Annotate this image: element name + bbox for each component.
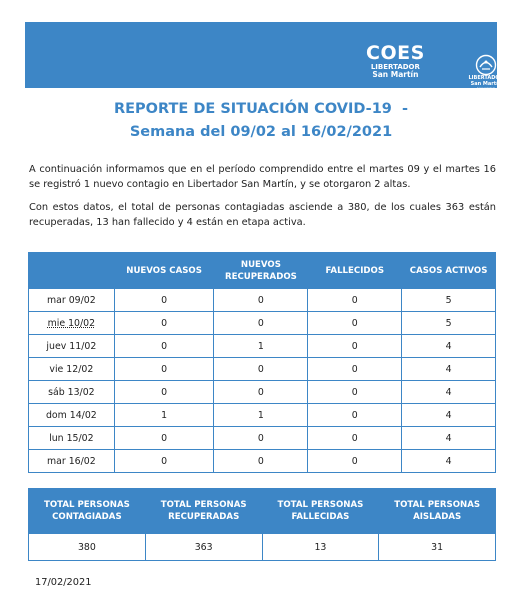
- recuperados-cell: 0: [214, 427, 308, 450]
- municipio-logo: [466, 54, 506, 91]
- municipio-emblem-icon: [475, 54, 497, 76]
- header-casos-activos: CASOS ACTIVOS: [402, 253, 496, 289]
- report-title-line-1: REPORTE DE SITUACIÓN COVID-19 -: [113, 101, 408, 117]
- header-date: [29, 253, 115, 289]
- activos-cell: 4: [402, 450, 496, 473]
- nuevos-casos-cell: 0: [114, 312, 214, 335]
- fallecidos-cell: 0: [308, 381, 402, 404]
- report-date: 17/02/2021: [35, 577, 92, 588]
- coes-logo-subtitle-2: San Martín: [372, 70, 419, 79]
- fallecidos-cell: 0: [308, 358, 402, 381]
- date-cell: sáb 13/02: [29, 381, 115, 404]
- recuperados-cell: 1: [214, 335, 308, 358]
- header-total-contagiadas: TOTAL PERSONAS CONTAGIADAS: [29, 489, 146, 534]
- intro-paragraph: A continuación informamos que en el período comprendido entre el martes 09 y el martes 16 se registró 1 nuevo contagio en Libertador San Martín, y se otorgaron 2 altas.: [29, 164, 496, 190]
- recuperados-cell: 0: [214, 289, 308, 312]
- report-title-line-2: Semana del 09/02 al 16/02/2021: [129, 124, 393, 140]
- header-total-aisladas: TOTAL PERSONAS AISLADAS: [379, 489, 496, 534]
- table-row: [29, 289, 496, 312]
- date-cell: mar 09/02: [29, 289, 115, 312]
- coes-logo: [366, 44, 425, 79]
- totals-table: [28, 488, 496, 561]
- recuperados-cell: 0: [214, 312, 308, 335]
- recuperados-cell: 0: [214, 450, 308, 473]
- date-cell: lun 15/02: [29, 427, 115, 450]
- fallecidos-cell: 0: [308, 335, 402, 358]
- nuevos-casos-cell: 0: [114, 427, 214, 450]
- header-fallecidos: FALLECIDOS: [308, 253, 402, 289]
- nuevos-casos-cell: 0: [114, 450, 214, 473]
- daily-table-header-row: [29, 253, 496, 289]
- table-row: [29, 450, 496, 473]
- table-row: [29, 404, 496, 427]
- municipio-logo-line-3: MUNICIPIO: [476, 87, 496, 91]
- header-nuevos-casos: NUEVOS CASOS: [114, 253, 214, 289]
- total-recuperadas-value: 363: [145, 534, 262, 561]
- table-row: [29, 381, 496, 404]
- table-row: [29, 335, 496, 358]
- activos-cell: 4: [402, 358, 496, 381]
- header-banner: [25, 22, 504, 91]
- header-total-recuperadas: TOTAL PERSONAS RECUPERADAS: [145, 489, 262, 534]
- activos-cell: 5: [402, 312, 496, 335]
- nuevos-casos-cell: 0: [114, 335, 214, 358]
- total-fallecidas-value: 13: [262, 534, 379, 561]
- activos-cell: 5: [402, 289, 496, 312]
- nuevos-casos-cell: 0: [114, 289, 214, 312]
- table-row: [29, 312, 496, 335]
- activos-cell: 4: [402, 427, 496, 450]
- date-cell: mar 16/02: [29, 450, 115, 473]
- date-cell: mie 10/02: [29, 312, 115, 335]
- date-cell: juev 11/02: [29, 335, 115, 358]
- fallecidos-cell: 0: [308, 404, 402, 427]
- total-aisladas-value: 31: [379, 534, 496, 561]
- date-cell: dom 14/02: [29, 404, 115, 427]
- table-row: [29, 427, 496, 450]
- report-title: [25, 98, 497, 144]
- recuperados-cell: 0: [214, 381, 308, 404]
- nuevos-casos-cell: 0: [114, 381, 214, 404]
- activos-cell: 4: [402, 335, 496, 358]
- activos-cell: 4: [402, 381, 496, 404]
- totals-value-row: [29, 534, 496, 561]
- daily-cases-table: [28, 252, 496, 473]
- date-cell: vie 12/02: [29, 358, 115, 381]
- activos-cell: 4: [402, 404, 496, 427]
- fallecidos-cell: 0: [308, 312, 402, 335]
- totals-header-row: [29, 489, 496, 534]
- fallecidos-cell: 0: [308, 427, 402, 450]
- summary-paragraph: Con estos datos, el total de personas contagiadas asciende a 380, de los cuales 363 están recuperadas, 13 han fallecido y 4 están en etapa activa.: [29, 202, 496, 228]
- table-row: [29, 358, 496, 381]
- header-nuevos-recuperados: NUEVOS RECUPERADOS: [214, 253, 308, 289]
- municipio-logo-line-1: LIBERTADOR: [468, 75, 504, 81]
- recuperados-cell: 1: [214, 404, 308, 427]
- fallecidos-cell: 0: [308, 289, 402, 312]
- municipio-logo-line-2: San Martín: [470, 80, 502, 87]
- total-contagiadas-value: 380: [29, 534, 146, 561]
- coes-logo-title: COES: [366, 42, 425, 64]
- nuevos-casos-cell: 0: [114, 358, 214, 381]
- fallecidos-cell: 0: [308, 450, 402, 473]
- recuperados-cell: 0: [214, 358, 308, 381]
- header-total-fallecidas: TOTAL PERSONAS FALLECIDAS: [262, 489, 379, 534]
- coes-logo-subtitle-1: LIBERTADOR: [370, 63, 420, 71]
- nuevos-casos-cell: 1: [114, 404, 214, 427]
